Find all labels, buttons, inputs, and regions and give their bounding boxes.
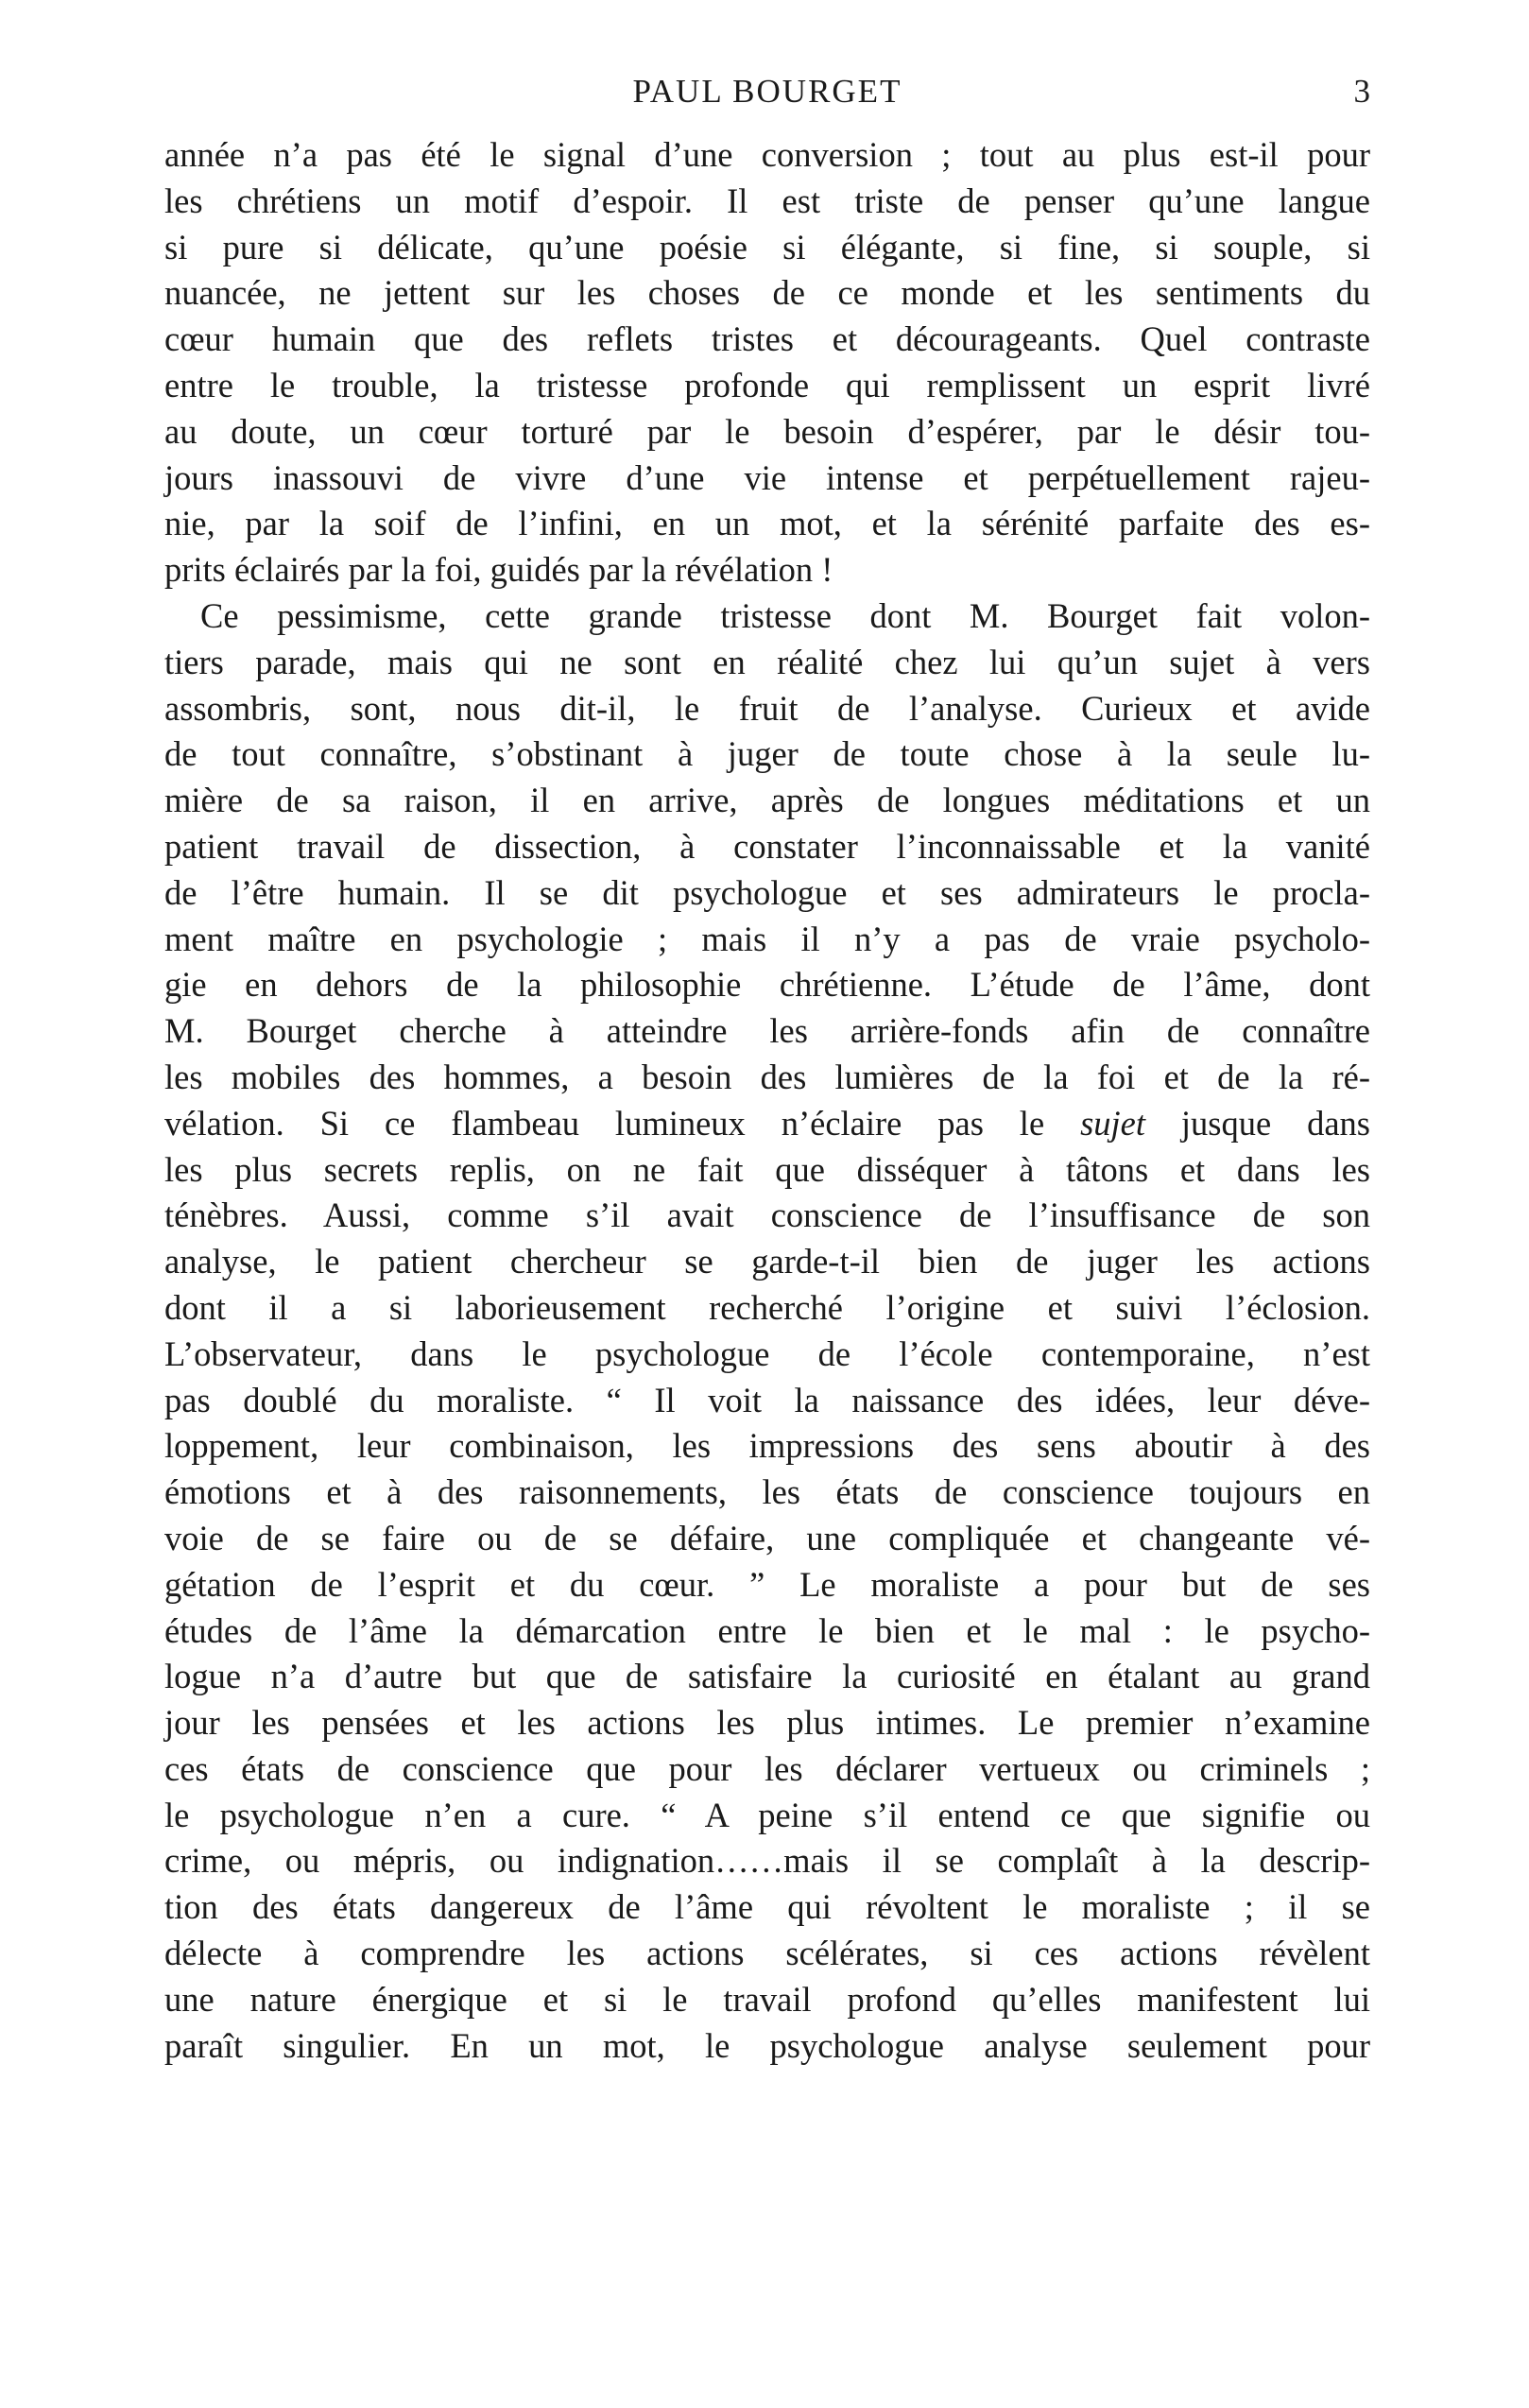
text-line: dont il a si laborieusement recherché l’origine et suivi l’éclosion.: [164, 1287, 1370, 1327]
body-text: [164, 132, 1370, 2069]
text-line: prits éclairés par la foi, guidés par la révélation !: [164, 550, 833, 590]
text-line: L’observateur, dans le psychologue de l’école contemporaine, n’est: [164, 1333, 1370, 1373]
text-line: gie en dehors de la philosophie chrétienne. L’étude de l’âme, dont: [164, 965, 1370, 1005]
text-line: mière de sa raison, il en arrive, après de longues méditations et un: [164, 781, 1370, 820]
text-line-with-italic: [164, 1101, 1370, 1147]
text-line: M. Bourget cherche à atteindre les arrière-fonds afin de connaître: [164, 1011, 1370, 1051]
text-line: loppement, leur combinaison, les impressions des sens aboutir à des: [164, 1426, 1370, 1466]
text-line: jour les pensées et les actions les plus intimes. Le premier n’examine: [164, 1703, 1370, 1743]
text-line: cœur humain que des reflets tristes et décourageants. Quel contraste: [164, 319, 1370, 359]
text-line: pas doublé du moraliste. “ Il voit la naissance des idées, leur déve-: [164, 1380, 1370, 1419]
text-line: ment maître en psychologie ; mais il n’y a pas de vraie psycholo-: [164, 919, 1370, 958]
text-line: les mobiles des hommes, a besoin des lumières de la foi et de la ré-: [164, 1057, 1370, 1096]
text-line: une nature énergique et si le travail profond qu’elles manifestent lui: [164, 1979, 1370, 2019]
text-line: logue n’a d’autre but que de satisfaire la curiosité en étalant au grand: [164, 1657, 1370, 1696]
text-line: tion des états dangereux de l’âme qui révoltent le moraliste ; il se: [164, 1887, 1370, 1927]
text-line: jours inassouvi de vivre d’une vie intense et perpétuellement rajeu-: [164, 457, 1370, 497]
text-line: voie de se faire ou de se défaire, une compliquée et changeante vé-: [164, 1518, 1370, 1557]
running-title: PAUL BOURGET: [632, 73, 902, 110]
running-head: [164, 68, 1370, 115]
text-line: crime, ou mépris, ou indignation……mais il se complaît à la descrip-: [164, 1841, 1370, 1881]
text-line: de tout connaître, s’obstinant à juger de toute chose à la seule lu-: [164, 734, 1370, 774]
text-line: assombris, sont, nous dit-il, le fruit de l’analyse. Curieux et avide: [164, 688, 1370, 728]
text-line: analyse, le patient chercheur se garde-t-il bien de juger les actions: [164, 1242, 1370, 1281]
text-line: émotions et à des raisonnements, les états de conscience toujours en: [164, 1472, 1370, 1512]
italic-word: sujet: [1080, 1103, 1145, 1143]
text-line: de l’être humain. Il se dit psychologue et ses admirateurs le procla-: [164, 872, 1370, 912]
text-line: au doute, un cœur torturé par le besoin d’espérer, par le désir tou-: [164, 411, 1370, 451]
text-line: le psychologue n’en a cure. “ A peine s’il entend ce que signifie ou: [164, 1795, 1370, 1834]
text-line: les chrétiens un motif d’espoir. Il est triste de penser qu’une langue: [164, 181, 1370, 220]
text-line: entre le trouble, la tristesse profonde qui remplissent un esprit livré: [164, 365, 1370, 404]
text-line: patient travail de dissection, à constater l’inconnaissable et la vanité: [164, 826, 1370, 866]
text-line: études de l’âme la démarcation entre le bien et le mal : le psycho-: [164, 1610, 1370, 1650]
text-line: si pure si délicate, qu’une poésie si élégante, si fine, si souple, si: [164, 227, 1370, 267]
text-line: année n’a pas été le signal d’une conversion ; tout au plus est-il pour: [164, 135, 1370, 174]
text-line: gétation de l’esprit et du cœur. ” Le moraliste a pour but de ses: [164, 1564, 1370, 1604]
text-segment: jusque dans: [1145, 1103, 1371, 1143]
text-line: délecte à comprendre les actions scélérates, si ces actions révèlent: [164, 1934, 1370, 1973]
page-number: 3: [1353, 73, 1370, 110]
text-line: nie, par la soif de l’infini, en un mot, et la sérénité parfaite des es-: [164, 504, 1370, 543]
text-line: Ce pessimisme, cette grande tristesse dont M. Bourget fait volon-: [200, 595, 1370, 635]
text-line: tiers parade, mais qui ne sont en réalité chez lui qu’un sujet à vers: [164, 642, 1370, 681]
text-line: ces états de conscience que pour les déclarer vertueux ou criminels ;: [164, 1748, 1370, 1788]
text-line: paraît singulier. En un mot, le psychologue analyse seulement pour: [164, 2025, 1370, 2065]
text-line: les plus secrets replis, on ne fait que disséquer à tâtons et dans les: [164, 1149, 1370, 1189]
text-line: ténèbres. Aussi, comme s’il avait conscience de l’insuffisance de son: [164, 1195, 1370, 1235]
text-line: nuancée, ne jettent sur les choses de ce monde et les sentiments du: [164, 273, 1370, 313]
text-segment: vélation. Si ce flambeau lumineux n’éclaire pas le: [164, 1103, 1081, 1143]
